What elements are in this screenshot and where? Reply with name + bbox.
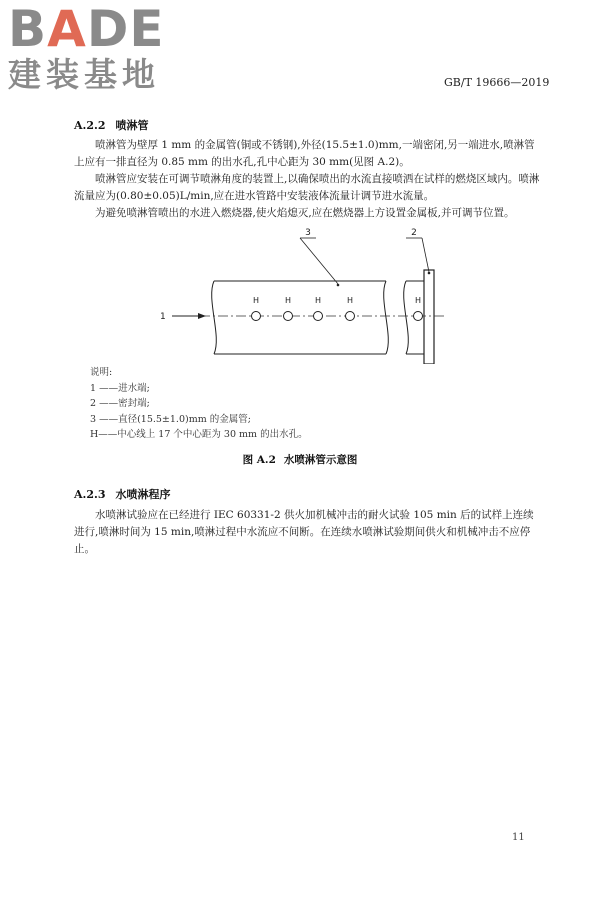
pipe-break-end (404, 281, 409, 354)
hole-mark: H (252, 296, 260, 305)
sealed-end-plate (424, 270, 434, 364)
figure-title: 水喷淋管示意图 (283, 454, 358, 466)
paragraph-pipe-spec: 喷淋管为壁厚 1 mm 的金属管(铜或不锈钢),外径(15.5±1.0)mm,一端密闭,另一端进水,喷淋管上应有一排直径为 0.85 mm 的出水孔,孔中心距为 30 mm(见图 A.2)。 (74, 139, 535, 168)
legend-item: 1 ——进水端; (90, 382, 150, 394)
sealed-end-label-leader (422, 238, 429, 272)
inlet-label: 1 (160, 312, 166, 322)
water-hole (414, 312, 423, 321)
pipe-break-left (212, 281, 217, 354)
hole-mark: H (346, 296, 354, 305)
spray-pipe-diagram (150, 224, 450, 364)
paragraph-burner-shield: 为避免喷淋管喷出的水进入燃烧器,使火焰熄灭,应在燃烧器上方设置金属板,并可调节位置。 (95, 207, 515, 219)
section-title: 水喷淋程序 (115, 488, 171, 501)
inlet-arrow-head (198, 313, 206, 319)
legend-item: H——中心线上 17 个中心距为 30 mm 的出水孔。 (90, 429, 308, 440)
water-hole (252, 312, 261, 321)
standard-code: GB/T 19666—2019 (444, 76, 550, 89)
section-heading-a22 (74, 117, 149, 133)
pipe-label: 3 (305, 228, 311, 238)
hole-mark: H (284, 296, 292, 305)
legend-item: 2 ——密封端; (90, 398, 150, 409)
pipe-label-dot (337, 284, 340, 287)
pipe-break-right (384, 281, 389, 354)
section-number: A.2.2 (74, 119, 106, 132)
water-hole (346, 312, 355, 321)
figure-number: 图 A.2 (242, 454, 276, 466)
water-hole (284, 312, 293, 321)
bade-logo (8, 2, 165, 94)
figure-legend (90, 365, 308, 443)
sealed-end-label: 2 (411, 228, 417, 238)
section-title: 喷淋管 (115, 119, 149, 132)
pipe-label-leader (300, 238, 338, 284)
water-hole (314, 312, 323, 321)
hole-mark: H (314, 296, 322, 305)
figure-caption (0, 452, 600, 467)
section-number: A.2.3 (74, 488, 106, 501)
logo-wordmark: BADE (8, 0, 165, 58)
legend-item: 3 ——直径(15.5±1.0)mm 的金属管; (90, 413, 251, 425)
paragraph-pipe-mounting: 喷淋管应安装在可调节喷淋角度的装置上,以确保喷出的水流直接喷洒在试样的燃烧区域内。喷淋流量应为(0.80±0.05)L/min,应在进水管路中安装液体流量计调节进水流量。 (74, 173, 540, 202)
paragraph-spray-procedure: 水喷淋试验应在已经进行 IEC 60331-2 供火加机械冲击的耐火试验 105 min 后的试样上连续进行,喷淋时间为 15 min,喷淋过程中水流应不间断。在连续水喷淋试验期间供火和机械冲击不应停止。 (74, 509, 534, 555)
section-heading-a23 (74, 486, 171, 502)
logo-chinese-name: 建装基地 (8, 55, 160, 94)
page-number: 11 (512, 832, 525, 843)
legend-title: 说明: (90, 367, 113, 378)
sealed-end-label-dot (428, 272, 431, 275)
hole-mark: H (414, 296, 422, 305)
